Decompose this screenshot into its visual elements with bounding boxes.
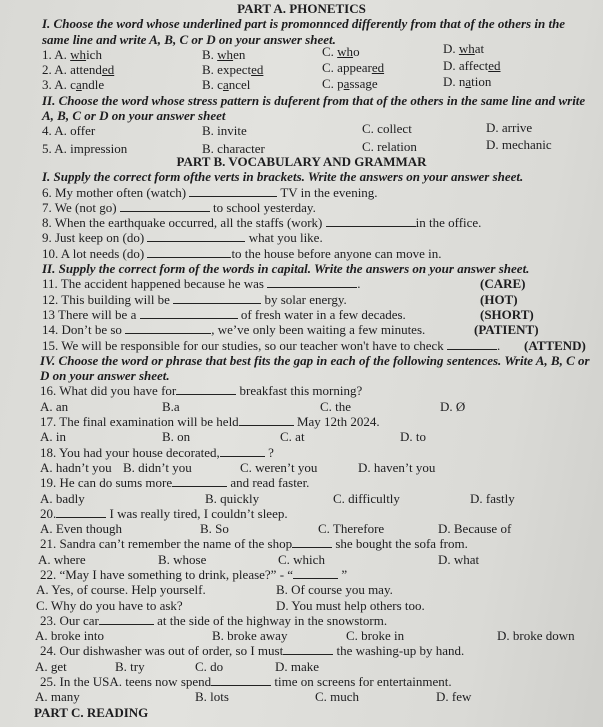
option-c[interactable]: C. do — [195, 658, 224, 674]
instruction-text: I. Choose the word whose underlined part is promonnced differently from that of the others in the — [42, 16, 566, 32]
question-14 — [0, 322, 603, 337]
question-11 — [0, 276, 603, 291]
option-c: C. collect — [362, 121, 412, 137]
question-22 — [0, 567, 603, 582]
option-b[interactable]: B. Of course you may. — [276, 582, 393, 598]
option-c: C. appeared — [322, 60, 385, 76]
answer-blank[interactable] — [147, 246, 231, 258]
instruction-text: II. Supply the correct form of the words in capital. Write the answers on your answer sheet. — [42, 261, 530, 277]
option-d[interactable]: D. to — [400, 429, 426, 445]
option-c: C. who — [322, 43, 360, 59]
question-18-options — [0, 460, 603, 475]
option-d: D. what — [443, 40, 485, 56]
question-text: the washing-up by hand. — [336, 643, 465, 659]
question-8 — [0, 215, 603, 230]
question-text: . — [357, 276, 361, 292]
question-text: to school yesterday. — [213, 199, 316, 215]
option-c[interactable]: C. difficultly — [333, 490, 400, 506]
question-text: ” — [341, 566, 348, 582]
option-d[interactable]: D. You must help others too. — [276, 597, 425, 613]
question-text: 11. The accident happened because he was — [42, 276, 264, 292]
question-16 — [0, 383, 603, 398]
question-text: May 12th 2024. — [296, 414, 380, 430]
question-text: , we’ve only been waiting a few minutes. — [211, 322, 426, 338]
option-b[interactable]: B. So — [200, 521, 229, 537]
question-text: 18. You had your house decorated, — [40, 444, 220, 460]
question-19 — [0, 475, 603, 490]
question-text: what you like. — [248, 230, 323, 246]
option-b: B. invite — [202, 123, 247, 139]
option-b: B. cancel — [202, 77, 251, 93]
option-d[interactable]: D. few — [436, 689, 472, 705]
question-text: . — [497, 337, 501, 353]
instruction — [0, 16, 603, 31]
question-text: 20. — [40, 505, 57, 521]
instruction — [0, 368, 603, 383]
option-c[interactable]: C. broke in — [346, 628, 405, 644]
instruction — [0, 353, 603, 368]
option-d: D. affected — [443, 58, 501, 74]
question-24-options — [0, 659, 603, 674]
question-10 — [0, 246, 603, 261]
question-25-options — [0, 689, 603, 704]
question-text: she bought the sofa from. — [335, 536, 468, 552]
option-a[interactable]: A. Even though — [40, 521, 122, 537]
part-a-heading — [0, 1, 603, 16]
question-text: 19. He can do sums more — [40, 475, 173, 491]
question-text: 21. Sandra can’t remember the name of the shop — [40, 536, 293, 552]
option-d[interactable]: D. Because of — [438, 521, 512, 537]
question-19-options — [0, 491, 603, 506]
instruction-text: A, B, C or D on your answer sheet — [42, 108, 226, 124]
option-d[interactable]: D. fastly — [470, 490, 515, 506]
question-text: ? — [268, 444, 274, 460]
instruction — [0, 93, 603, 108]
question-text: 16. What did you have for — [40, 383, 177, 399]
answer-blank[interactable] — [326, 215, 416, 227]
option-b: B. when — [202, 46, 246, 62]
question-text: 17. The final examination will be held — [40, 414, 239, 430]
option-c[interactable]: C. weren’t you — [240, 459, 318, 475]
question-text: to the house before anyone can move in. — [231, 245, 442, 261]
option-a[interactable]: A. many — [35, 689, 80, 705]
instruction-text: same line and write A, B, C or D on your answer sheet. — [42, 31, 336, 47]
option-c: C. relation — [362, 138, 417, 154]
instruction — [0, 169, 603, 184]
question-15 — [0, 338, 603, 353]
question-6 — [0, 185, 603, 200]
option-d[interactable]: D. broke down — [497, 628, 575, 644]
option-a[interactable]: A. where — [38, 551, 86, 567]
answer-blank[interactable] — [56, 506, 106, 518]
question-18 — [0, 445, 603, 460]
option-c[interactable]: C. Therefore — [318, 521, 385, 537]
option-d[interactable]: D. haven’t you — [358, 459, 436, 475]
question-text: 12. This building will be — [42, 291, 170, 307]
question-9 — [0, 230, 603, 245]
question-17 — [0, 414, 603, 429]
question-text: 10. A lot needs (do) — [42, 245, 145, 261]
question-text: 13 There will be a — [42, 306, 137, 322]
question-text: 9. Just keep on (do) — [42, 230, 145, 246]
instruction-text: II. Choose the word whose stress pattern is duferent from that of the others in the same line and write — [42, 92, 586, 108]
question-3 — [0, 74, 603, 93]
option-a[interactable]: A. in — [40, 429, 66, 445]
option-c[interactable]: C. at — [280, 429, 305, 445]
option-b[interactable]: B. quickly — [205, 490, 260, 506]
question-text: and read faster. — [230, 475, 310, 491]
question-5 — [0, 136, 603, 156]
word-in-capital: (CARE) — [480, 276, 526, 292]
answer-blank[interactable] — [220, 445, 265, 457]
instruction — [0, 32, 603, 47]
option-a: 3. A. candle — [42, 77, 105, 93]
instruction — [0, 261, 603, 276]
answer-blank[interactable] — [447, 338, 497, 350]
question-21-options — [0, 552, 603, 567]
part-c-heading — [0, 705, 603, 720]
question-17-options — [0, 429, 603, 444]
question-23 — [0, 613, 603, 628]
question-text: time on screens for entertainment. — [274, 674, 452, 690]
question-text: 23. Our car — [40, 612, 99, 628]
instruction-text: IV. Choose the word or phrase that best fits the gap in each of the following sentences. Write A, B, C or — [40, 352, 590, 368]
question-text: 14. Don’t be so — [42, 322, 122, 338]
heading-text: PART A. PHONETICS — [237, 1, 366, 16]
question-20-options — [0, 521, 603, 536]
answer-blank[interactable] — [173, 292, 261, 304]
option-a[interactable]: A. Yes, of course. Help yourself. — [36, 582, 206, 598]
question-16-options — [0, 399, 603, 414]
option-d[interactable]: D. what — [438, 551, 480, 567]
question-2 — [0, 58, 603, 78]
option-b: B. expected — [202, 62, 264, 78]
part-b-heading — [0, 154, 603, 169]
answer-blank[interactable] — [293, 567, 338, 579]
option-b[interactable]: B. try — [115, 658, 145, 674]
word-in-capital: (SHORT) — [480, 306, 534, 322]
question-7 — [0, 200, 603, 215]
option-a: 5. A. impression — [42, 140, 128, 156]
question-text: 7. We (not go) — [42, 199, 117, 215]
question-text: 22. “May I have something to drink, please?” - “ — [40, 566, 294, 582]
option-c: C. passage — [322, 76, 378, 92]
option-d: D. arrive — [486, 120, 533, 136]
question-24 — [0, 643, 603, 658]
option-c[interactable]: C. Why do you have to ask? — [36, 597, 183, 613]
option-a: 4. A. offer — [42, 123, 96, 139]
option-a[interactable]: A. badly — [40, 490, 85, 506]
option-c[interactable]: C. which — [278, 551, 325, 567]
word-in-capital: (ATTEND) — [524, 337, 586, 353]
answer-blank[interactable] — [147, 230, 245, 242]
question-12 — [0, 292, 603, 307]
option-d: D. mechanic — [486, 136, 552, 152]
question-text: 24. Our dishwasher was out of order, so I must — [40, 643, 284, 659]
answer-blank[interactable] — [99, 613, 154, 625]
option-c[interactable]: C. much — [315, 689, 360, 705]
answer-blank[interactable] — [125, 322, 211, 334]
question-text: 15. We will be responsible for our studies, so our teacher won't have to check — [42, 337, 444, 353]
answer-blank[interactable] — [292, 536, 332, 548]
option-d[interactable]: D. Ø — [440, 398, 466, 414]
instruction-text: I. Supply the correct form ofthe verts in brackets. Write the answers on your answer sheet. — [42, 169, 524, 185]
option-a: 2. A. attended — [42, 62, 115, 78]
word-in-capital: (HOT) — [480, 291, 518, 307]
question-text: by solar energy. — [264, 291, 347, 307]
option-b[interactable]: B. whose — [158, 551, 207, 567]
option-b[interactable]: B.a — [162, 398, 180, 414]
instruction-text: D on your answer sheet. — [40, 368, 170, 384]
option-a[interactable]: A. an — [40, 398, 69, 414]
question-text: breakfast this morning? — [239, 383, 363, 399]
question-text: 6. My mother often (watch) — [42, 184, 187, 200]
answer-blank[interactable] — [211, 674, 271, 686]
option-a: 1. A. which — [42, 46, 102, 62]
answer-blank[interactable] — [140, 307, 238, 319]
question-text: 8. When the earthquake occurred, all the staffs (work) — [42, 215, 323, 231]
option-d: D. nation — [443, 74, 492, 90]
question-text: TV in the evening. — [280, 184, 378, 200]
answer-blank[interactable] — [172, 475, 227, 487]
answer-blank[interactable] — [283, 643, 333, 655]
question-text: 25. In the USA. teens now spend — [40, 674, 212, 690]
question-1 — [0, 40, 603, 62]
answer-blank[interactable] — [189, 185, 277, 197]
question-23-options — [0, 628, 603, 643]
question-22-options — [0, 598, 603, 613]
question-25 — [0, 674, 603, 689]
answer-blank[interactable] — [239, 414, 294, 426]
option-a[interactable]: A. broke into — [35, 628, 104, 644]
answer-blank[interactable] — [176, 383, 236, 395]
option-b[interactable]: B. lots — [195, 689, 229, 705]
question-21 — [0, 536, 603, 551]
question-text: at the side of the highway in the snowstorm. — [157, 612, 388, 628]
question-text: in the office. — [415, 215, 482, 231]
option-b[interactable]: B. on — [162, 429, 191, 445]
answer-blank[interactable] — [120, 200, 210, 212]
question-text: I was really tired, I couldn’t sleep. — [109, 505, 288, 521]
question-22-options — [0, 582, 603, 597]
option-a[interactable]: A. hadn’t you — [40, 459, 112, 475]
option-b[interactable]: B. didn’t you — [123, 459, 192, 475]
answer-blank[interactable] — [267, 276, 357, 288]
question-20 — [0, 506, 603, 521]
option-a[interactable]: A. get — [35, 658, 67, 674]
word-in-capital: (PATIENT) — [474, 322, 539, 338]
option-b[interactable]: B. broke away — [212, 628, 288, 644]
heading-text: PART C. READING — [34, 704, 149, 720]
option-b: B. character — [202, 140, 265, 156]
question-13 — [0, 307, 603, 322]
question-text: of fresh water in a few decades. — [240, 306, 406, 322]
option-d[interactable]: D. make — [275, 658, 320, 674]
heading-text: PART B. VOCABULARY AND GRAMMAR — [176, 153, 427, 169]
option-c[interactable]: C. the — [320, 398, 352, 414]
